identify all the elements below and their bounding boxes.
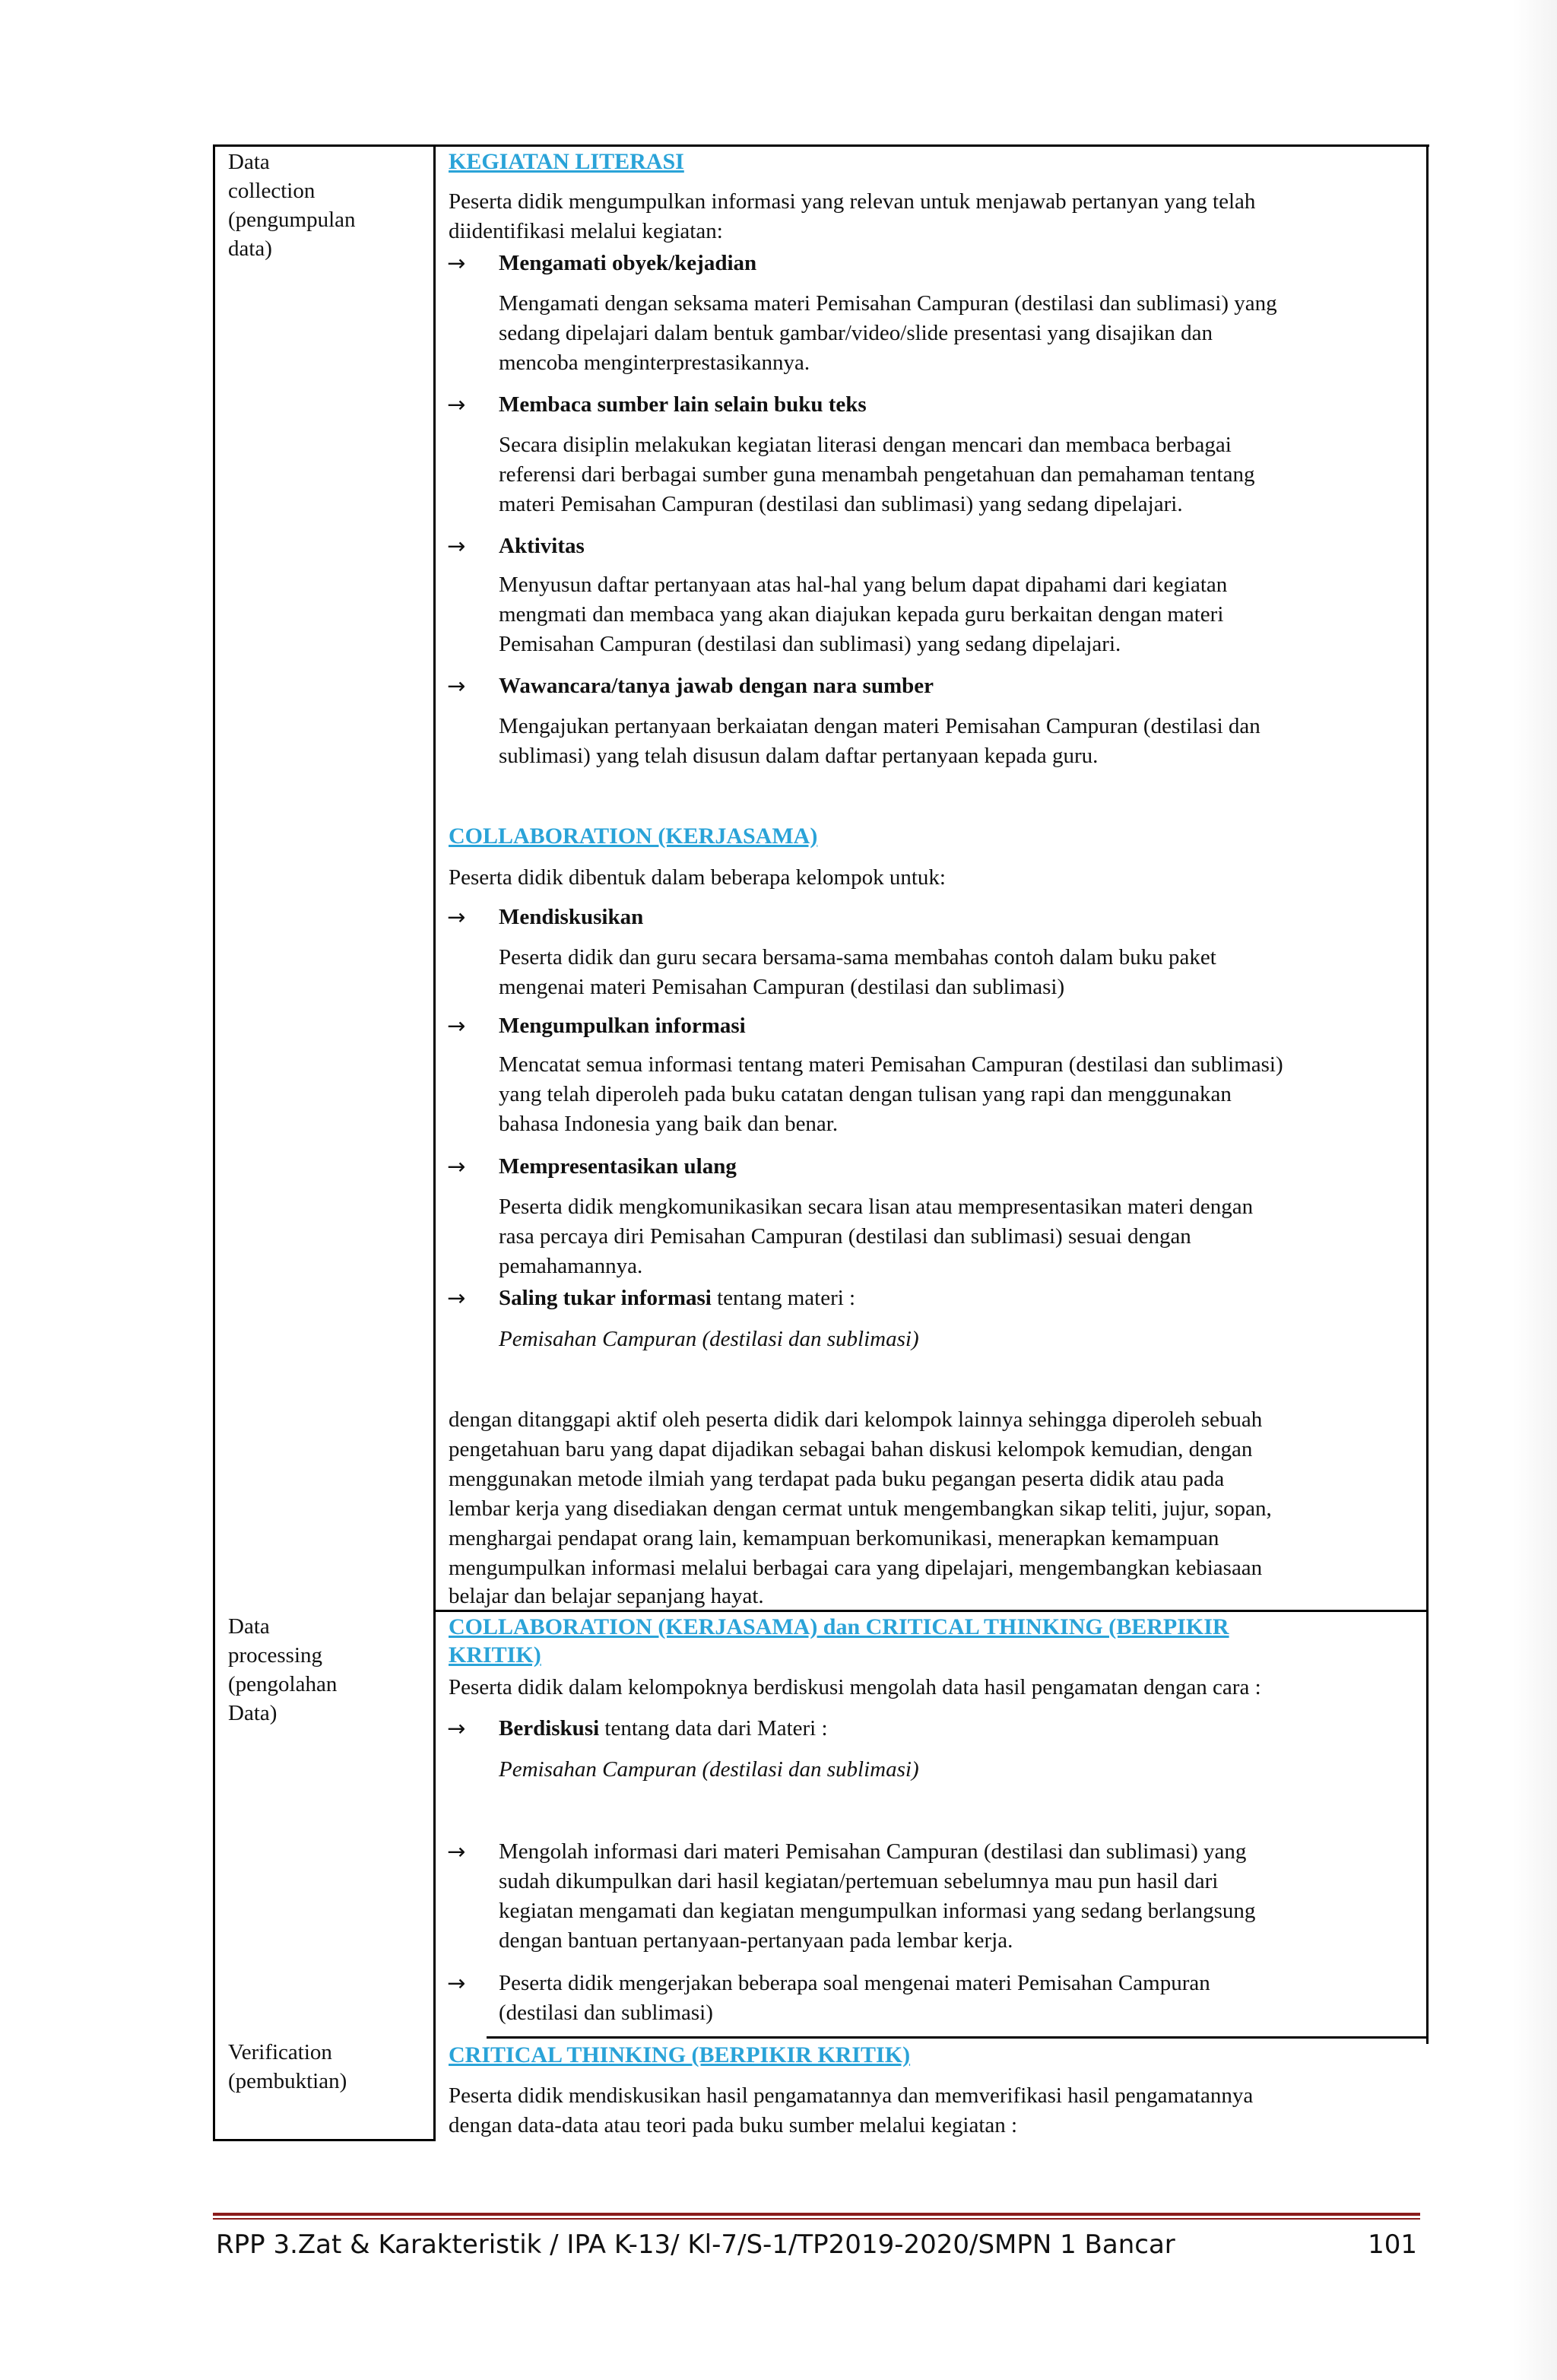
processing-desc-line: Mengolah informasi dari materi Pemisahan Campuran (destilasi dan sublimasi) yang [499, 1839, 1247, 1864]
processing-work-line: Peserta didik mengerjakan beberapa soal mengenai materi Pemisahan Campuran [499, 1971, 1210, 1995]
table-column-divider [433, 144, 436, 2141]
collab-closing-line: menggunakan metode ilmiah yang terdapat pada buku pegangan peserta didik atau pada [449, 1467, 1225, 1491]
page-number: 101 [1368, 2229, 1417, 2260]
literasi-item-desc: Menyusun daftar pertanyaan atas hal-hal yang belum dapat dipahami dari kegiatan [499, 573, 1228, 597]
arrow-icon: → [447, 1154, 466, 1179]
arrow-icon: → [447, 1285, 466, 1311]
page-edge-shadow [1513, 0, 1557, 2380]
arrow-icon: → [447, 673, 466, 699]
arrow-icon: → [447, 1970, 466, 1996]
label-data-collection: Data collection (pengumpulan data) [228, 150, 356, 261]
processing-discuss-topic: Pemisahan Campuran (destilasi dan sublimasi) [499, 1757, 919, 1782]
processing-desc-line: kegiatan mengamati dan kegiatan mengumpulkan informasi yang sedang berlangsung [499, 1899, 1256, 1923]
footer-rule-bottom [213, 2218, 1420, 2220]
literasi-item-desc: mencoba menginterprestasikannya. [499, 351, 810, 375]
collab-item-title: Mengumpulkan informasi [499, 1014, 746, 1038]
collab-item-desc: Mencatat semua informasi tentang materi Pemisahan Campuran (destilasi dan sublimasi) [499, 1052, 1283, 1077]
collab-closing-line: dengan ditanggapi aktif oleh peserta didik dari kelompok lainnya sehingga diperoleh sebuah [449, 1407, 1263, 1432]
literasi-item-desc: referensi dari berbagai sumber guna menambah pengetahuan dan pemahaman tentang [499, 462, 1255, 487]
collab-item-desc: rasa percaya diri Pemisahan Campuran (destilasi dan sublimasi) sesuai dengan [499, 1224, 1191, 1249]
collab-item-title: Mendiskusikan [499, 905, 644, 929]
arrow-icon: → [447, 392, 466, 417]
collab-exchange-line [499, 1284, 855, 1313]
footer-rule-top [213, 2213, 1420, 2216]
heading-collaboration-critical-thinking-cont: KRITIK) [449, 1642, 541, 1668]
label-verification: Verification (pembuktian) [228, 2040, 347, 2093]
collab-closing-line: lembar kerja yang disediakan dengan cermat untuk mengembangkan sikap teliti, jujur, sopan, [449, 1496, 1272, 1521]
collab-item-desc: yang telah diperoleh pada buku catatan dengan tulisan yang rapi dan menggunakan [499, 1082, 1232, 1106]
processing-intro: Peserta didik dalam kelompoknya berdiskusi mengolah data hasil pengamatan dengan cara : [449, 1675, 1261, 1699]
heading-collaboration: COLLABORATION (KERJASAMA) [449, 823, 818, 849]
literasi-item-desc: mengmati dan membaca yang akan diajukan kepada guru berkaitan dengan materi [499, 602, 1224, 627]
collab-item-desc: Peserta didik dan guru secara bersama-sama membahas contoh dalam buku paket [499, 945, 1216, 969]
literasi-item-title: Membaca sumber lain selain buku teks [499, 392, 867, 417]
processing-discuss-rest: tentang data dari Materi : [599, 1716, 828, 1741]
literasi-item-desc: Secara disiplin melakukan kegiatan literasi dengan mencari dan membaca berbagai [499, 433, 1232, 457]
arrow-icon: → [447, 1715, 466, 1741]
collab-closing-line: menghargai pendapat orang lain, kemampuan berkomunikasi, menerapkan kemampuan [449, 1526, 1219, 1550]
literasi-item-desc: sublimasi) yang telah disusun dalam daftar pertanyaan kepada guru. [499, 744, 1099, 768]
collab-item-desc: mengenai materi Pemisahan Campuran (destilasi dan sublimasi) [499, 975, 1065, 999]
footer-document-info: RPP 3.Zat & Karakteristik / IPA K-13/ Kl-7/S-1/TP2019-2020/SMPN 1 Bancar [216, 2229, 1175, 2260]
processing-discuss-line [499, 1714, 828, 1744]
collab-closing-line: pengetahuan baru yang dapat dijadikan sebagai bahan diskusi kelompok kemudian, dengan [449, 1437, 1253, 1461]
literasi-item-title: Mengamati obyek/kejadian [499, 251, 757, 275]
collab-exchange-rest: tentang materi : [711, 1286, 856, 1310]
verification-intro-line: Peserta didik mendiskusikan hasil pengamatannya dan memverifikasi hasil pengamatannya [449, 2083, 1254, 2108]
literasi-item-desc: Mengamati dengan seksama materi Pemisahan Campuran (destilasi dan sublimasi) yang [499, 291, 1277, 316]
arrow-icon: → [447, 1839, 466, 1864]
collab-intro: Peserta didik dibentuk dalam beberapa kelompok untuk: [449, 865, 946, 890]
heading-critical-thinking: CRITICAL THINKING (BERPIKIR KRITIK) [449, 2042, 911, 2067]
literasi-item-desc: Mengajukan pertanyaan berkaiatan dengan materi Pemisahan Campuran (destilasi dan [499, 714, 1261, 738]
literasi-item-desc: sedang dipelajari dalam bentuk gambar/video/slide presentasi yang disajikan dan [499, 321, 1213, 345]
literasi-item-title: Wawancara/tanya jawab dengan nara sumber [499, 674, 934, 698]
heading-kegiatan-literasi: KEGIATAN LITERASI [449, 149, 684, 174]
collab-item-desc: bahasa Indonesia yang baik dan benar. [499, 1112, 839, 1136]
arrow-icon: → [447, 1013, 466, 1039]
literasi-item-title: Aktivitas [499, 534, 585, 558]
literasi-intro-line: diidentifikasi melalui kegiatan: [449, 219, 723, 243]
table-border-bottom-left [213, 2139, 436, 2141]
literasi-item-desc: materi Pemisahan Campuran (destilasi dan sublimasi) yang sedang dipelajari. [499, 492, 1183, 516]
table-row-divider-2 [487, 2036, 1429, 2039]
label-data-processing: Data processing (pengolahan Data) [228, 1614, 338, 1725]
table-border-left [213, 144, 215, 2141]
processing-discuss-title: Berdiskusi [499, 1716, 600, 1741]
processing-desc-line: dengan bantuan pertanyaan-pertanyaan pada lembar kerja. [499, 1928, 1013, 1953]
heading-collaboration-critical-thinking: COLLABORATION (KERJASAMA) dan CRITICAL THINKING (BERPIKIR [449, 1614, 1229, 1639]
page-footer [216, 2228, 1417, 2261]
arrow-icon: → [447, 250, 466, 276]
collab-closing-line: mengumpulkan informasi melalui berbagai cara yang dipelajari, mengembangkan kebiasaan [449, 1556, 1263, 1580]
processing-desc-line: sudah dikumpulkan dari hasil kegiatan/pertemuan sebelumnya mau pun hasil dari [499, 1869, 1219, 1893]
literasi-item-desc: Pemisahan Campuran (destilasi dan sublimasi) yang sedang dipelajari. [499, 632, 1121, 656]
literasi-intro-line: Peserta didik mengumpulkan informasi yang relevan untuk menjawab pertanyan yang telah [449, 189, 1256, 214]
collab-item-title: Mempresentasikan ulang [499, 1154, 737, 1179]
table-border-right [1426, 144, 1429, 2044]
verification-intro-line: dengan data-data atau teori pada buku sumber melalui kegiatan : [449, 2113, 1018, 2137]
arrow-icon: → [447, 904, 466, 930]
table-border-top [213, 144, 1429, 147]
arrow-icon: → [447, 533, 466, 559]
collab-exchange-title: Saling tukar informasi [499, 1286, 712, 1310]
collab-item-desc: Peserta didik mengkomunikasikan secara lisan atau mempresentasikan materi dengan [499, 1195, 1254, 1219]
collab-exchange-topic: Pemisahan Campuran (destilasi dan sublimasi) [499, 1327, 919, 1351]
processing-work-line: (destilasi dan sublimasi) [499, 2001, 713, 2025]
collab-closing-line: belajar dan belajar sepanjang hayat. [449, 1584, 764, 1608]
collab-item-desc: pemahamannya. [499, 1254, 643, 1278]
